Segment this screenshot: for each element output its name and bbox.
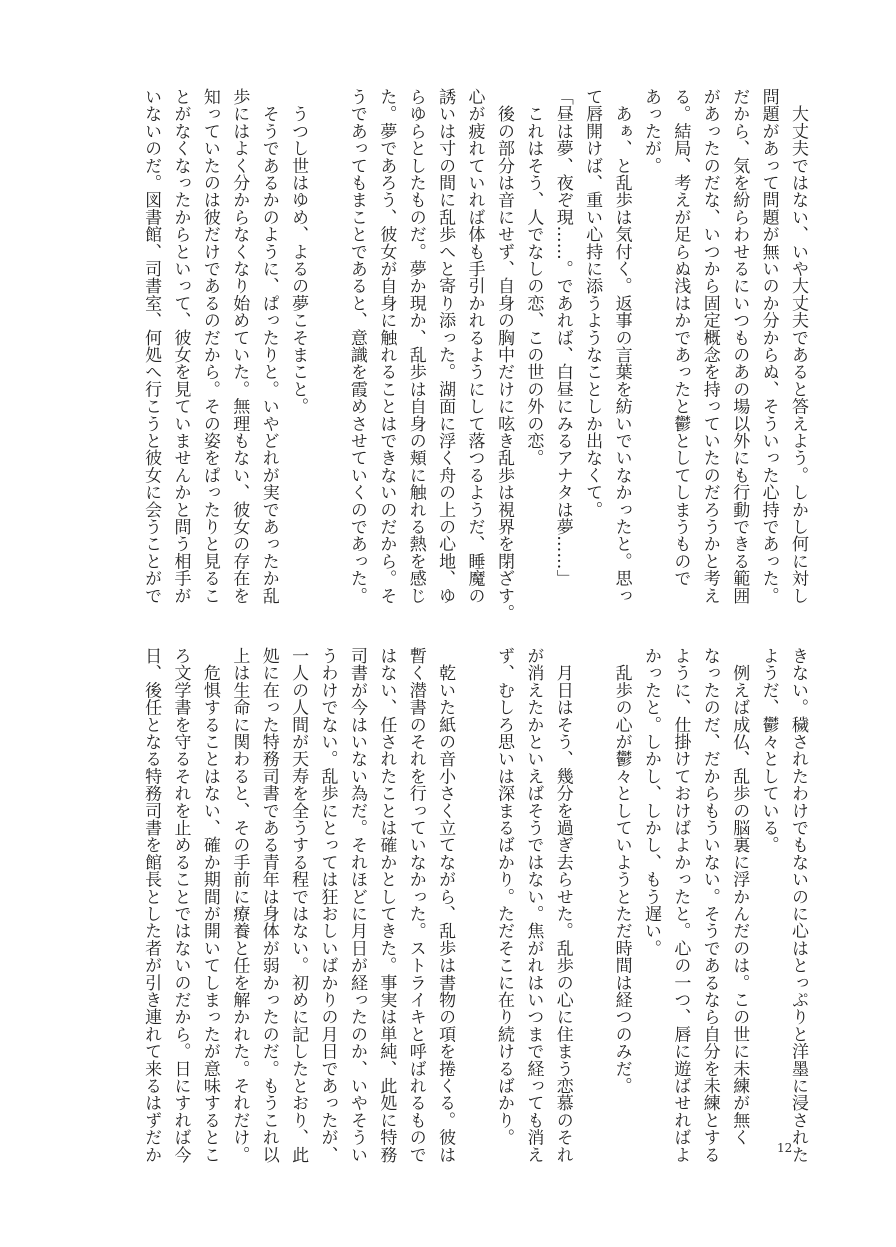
text-line: 乱歩の心が鬱々としていようとただ時間は経つのみだ。	[611, 647, 632, 1095]
blank-line	[312, 88, 341, 610]
text-line: あったが。	[640, 88, 661, 174]
upper-text-block	[136, 88, 812, 622]
page-number: 12	[777, 1141, 793, 1155]
text-line: 一人の人間が天寿を全うする程ではない。初めに記したとおり、此	[288, 647, 309, 1163]
text-line: る。結局、考えが足らぬ浅はかであったと鬱としてしまうもので	[670, 88, 691, 587]
text-line: 心が疲れていれば体も手引かれるようにして落つるようだ、睡魔の	[464, 88, 485, 604]
text-line: はない、任されたことは確かとしてきた。事実は単純、此処に特務	[376, 647, 397, 1163]
blank-line	[459, 647, 488, 1169]
text-line: た。夢であろう、彼女が自身に触れることはできないのだから。そ	[376, 88, 397, 604]
text-line: 「昼は夢、夜ぞ現……。であれば、白昼にみるアナタは夢……」	[552, 88, 573, 587]
text-line: これはそう、人でなしの恋、この世の外の恋。	[523, 88, 544, 467]
text-line: 暫く潜書のそれを行っていなかった。ストライキと呼ばれるもので	[405, 647, 426, 1163]
blank-line	[577, 647, 606, 1169]
text-line: 日、後任となる特務司書を館長とした者が引き連れて来るはずだか	[141, 647, 162, 1163]
text-line: て唇開けば、重い心持に添うようなことしか出なくて。	[582, 88, 603, 518]
lower-text-block	[136, 647, 812, 1169]
text-line: いないのだ。図書館、司書室、何処へ行こうと彼女に会うことがで	[141, 88, 162, 604]
text-line: 月日はそう、幾分を過ぎ去らせた。乱歩の心に住まう恋慕のそれ	[552, 647, 573, 1163]
text-line: うつし世はゆめ、よるの夢こそまこと。	[288, 88, 309, 415]
text-line: 例えば成仏、乱歩の脳裏に浮かんだのは。この世に未練が無く	[729, 647, 750, 1146]
text-line: うであってもまことであると、意識を霞めさせていくのであった。	[346, 88, 367, 604]
text-line: だから、気を紛らわせるにいつものあの場以外にも行動できる範囲	[729, 88, 750, 604]
text-line: があったのだな、いつから固定概念を持っていたのだろうかと考え	[699, 88, 720, 604]
text-line: 処に在った特務司書である青年は身体が弱かったのだ。もうこれ以	[258, 647, 279, 1163]
text-line: うわけでない。乱歩にとっては狂おしいばかりの月日であったが、	[317, 647, 338, 1163]
text-line: ように、仕掛けておけばよかったと。心の一つ、唇に遊ばせればよ	[670, 647, 691, 1163]
text-line: かったと。しかし、しかし、もう遅い。	[640, 647, 661, 957]
text-line: ようだ、鬱々としている。	[758, 647, 779, 854]
text-line: が消えたかといえばそうではない。焦がれはいつまで経っても消え	[523, 647, 544, 1163]
text-line: 問題があって問題が無いのか分からぬ、そういった心持であった。	[758, 88, 779, 604]
text-line: きない。穢されたわけでもないのに心はとっぷりと洋墨に浸された	[788, 647, 808, 1163]
text-line: あぁ、と乱歩は気付く。返事の言葉を紡いでいなかったと。思っ	[611, 88, 632, 604]
text-line: 上は生命に関わると、その手前に療養と任を解かれた。それだけ。	[229, 647, 250, 1163]
text-line: 司書が今はいない為だ。それほどに月日が経ったのか、いやそうい	[346, 647, 367, 1163]
text-line: 歩にはよく分からなくなり始めていた。無理もない、彼女の存在を	[229, 88, 250, 604]
text-line: 知っていたのは彼だけであるのだから。その姿をぱったりと見るこ	[199, 88, 220, 604]
text-line: 誘いは寸の間に乱歩へと寄り添った。湖面に浮く舟の上の心地、ゆ	[435, 88, 456, 604]
text-line: ず、むしろ思いは深まるばかり。ただそこに在り続けるばかり。	[493, 647, 514, 1146]
text-line: なったのだ、だからもういない。そうであるなら自分を未練とする	[699, 647, 720, 1163]
text-line: ろ文学書を守るそれを止めることではないのだから。日にすれば今	[170, 647, 191, 1163]
text-line: 後の部分は音にせず、自身の胸中だけに呟き乱歩は視界を閉ざす。	[493, 88, 514, 622]
text-line: そうであるかのように、ぱったりと。いやどれが実であったか乱	[258, 88, 279, 604]
text-line: 乾いた紙の音小さく立てながら、乱歩は書物の項を捲くる。彼は	[435, 647, 456, 1163]
text-line: 危惧することはない、確か期間が開いてしまったが意味するとこ	[199, 647, 220, 1163]
text-line: 大丈夫ではない、いや大丈夫であると答えよう。しかし何に対し	[788, 88, 808, 604]
text-line: とがなくなったからといって、彼女を見ていませんかと問う相手が	[170, 88, 191, 604]
text-line: らゆらとしたものだ。夢か現か、乱歩は自身の頬に触れる熱を感じ	[405, 88, 426, 604]
